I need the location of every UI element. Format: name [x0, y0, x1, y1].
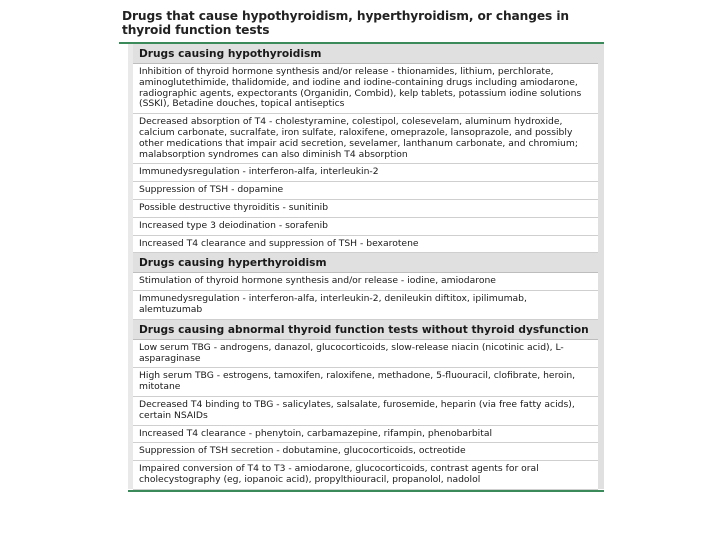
- table-cell: Stimulation of thyroid hormone synthesis and/or release - iodine, amiodarone: [133, 273, 598, 291]
- table-row: [128, 164, 604, 182]
- table-cell: Decreased T4 binding to TBG - salicylates, salsalate, furosemide, heparin (via free fatty acids), certain NSAIDs: [133, 396, 598, 425]
- table-cell: Decreased absorption of T4 - cholestyramine, colestipol, colesevelam, aluminum hydroxide, calcium carbonate, sucralfate, iron sulfate, raloxifene, omeprazole, lansoprazole, and possibly other medications that impair acid secretion, sevelamer, lanthanum carbonate, and chromium; malabsorption syndromes can also diminish T4 absorption: [133, 114, 598, 164]
- section-heading: Drugs causing abnormal thyroid function tests without thyroid dysfunction: [133, 319, 598, 339]
- table-row: [128, 368, 604, 397]
- table-row: [128, 199, 604, 217]
- table-row: [128, 273, 604, 291]
- table-cell: Increased T4 clearance - phenytoin, carbamazepine, rifampin, phenobarbital: [133, 425, 598, 443]
- table-cell: Increased type 3 deiodination - sorafenib: [133, 217, 598, 235]
- table-row: [128, 64, 604, 114]
- section-heading-row: [128, 319, 604, 339]
- table-cell: High serum TBG - estrogens, tamoxifen, raloxifene, methadone, 5-fluouracil, clofibrate, heroin, mitotane: [133, 368, 598, 397]
- table-row: [128, 396, 604, 425]
- section-heading: Drugs causing hyperthyroidism: [133, 253, 598, 273]
- table-cell: Suppression of TSH secretion - dobutamine, glucocorticoids, octreotide: [133, 443, 598, 461]
- table-cell: Immunedysregulation - interferon-alfa, interleukin-2, denileukin diftitox, ipilimumab, alemtuzumab: [133, 291, 598, 320]
- table-row: [128, 235, 604, 253]
- table-cell: Immunedysregulation - interferon-alfa, interleukin-2: [133, 164, 598, 182]
- section-heading-row: [128, 253, 604, 273]
- table-cell: Low serum TBG - androgens, danazol, glucocorticoids, slow-release niacin (nicotinic acid), L-asparaginase: [133, 339, 598, 368]
- bottom-divider: [128, 490, 604, 492]
- document-page: [119, 10, 604, 492]
- table-row: [128, 217, 604, 235]
- table-row: [128, 339, 604, 368]
- table-row: [128, 443, 604, 461]
- page-title: Drugs that cause hypothyroidism, hyperthyroidism, or changes in thyroid function tests: [122, 9, 569, 37]
- table-cell: Impaired conversion of T4 to T3 - amiodarone, glucocorticoids, contrast agents for oral cholecystography (eg, iopanoic acid), propylthiouracil, propanolol, nadolol: [133, 461, 598, 490]
- table-row: [128, 182, 604, 200]
- table-cell: Inhibition of thyroid hormone synthesis and/or release - thionamides, lithium, perchlorate, aminoglutethimide, thalidomide, and iodine and iodine-containing drugs including amiodarone, radiographic agents, expectorants (Organidin, Combid), kelp tablets, potassium iodine solutions (SSKI), Betadine douches, topical antiseptics: [133, 64, 598, 114]
- section-heading: Drugs causing hypothyroidism: [133, 44, 598, 64]
- table-row: [128, 291, 604, 320]
- table-cell: Suppression of TSH - dopamine: [133, 182, 598, 200]
- section-heading-row: [128, 44, 604, 64]
- table-row: [128, 425, 604, 443]
- table-cell: Increased T4 clearance and suppression of TSH - bexarotene: [133, 235, 598, 253]
- drug-table: [128, 44, 604, 490]
- table-cell: Possible destructive thyroiditis - sunitinib: [133, 199, 598, 217]
- table-row: [128, 114, 604, 164]
- table-row: [128, 461, 604, 490]
